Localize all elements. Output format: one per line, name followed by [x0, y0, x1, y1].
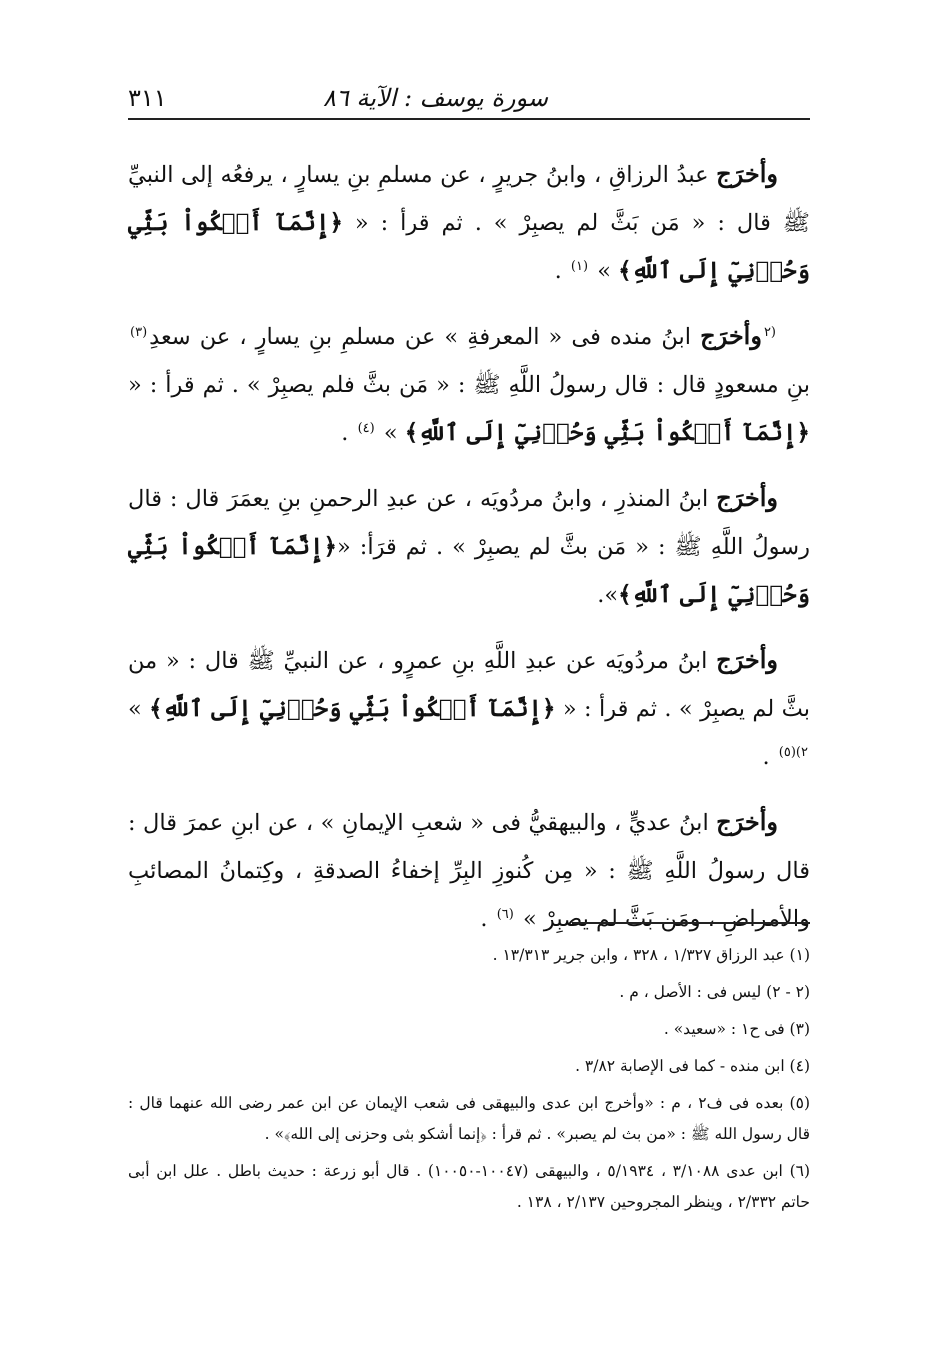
- paragraph-text: بنِ مسعودٍ قال : قال رسولُ اللَّهِ ﷺ : « مَن بثَّ فلم يصبِرْ » . ثم قرأ : «: [128, 372, 810, 398]
- paragraph-1: [128, 150, 810, 295]
- paragraph-text: ابنُ منده فى « المعرفةِ » عن مسلمِ بنِ يسارٍ ، عن سعدِ: [149, 324, 701, 350]
- footnotes: [128, 940, 810, 1224]
- footnote-marker: (٢: [763, 324, 776, 340]
- footnote: (٢ - ٢) ليس فى : الأصل ، م .: [619, 983, 810, 1001]
- footnote-marker: ٢)(٥): [778, 744, 808, 760]
- paragraph-3: [128, 474, 810, 619]
- footnote: (٥) بعده فى ف٢ ، م : «وأخرج ابن عدى والبيهقى فى شعب الإيمان عن ابن عمر رضى الله عنهما قال : قال رسول الله ﷺ : «من بث لم يصبر» . ثم قرأ : ﴿إنما أشكو بثى وحزنى إلى الله﴾» .: [128, 1094, 810, 1143]
- footnote: (٤) ابن منده - كما فى الإصابة ٣/٨٢ .: [575, 1057, 810, 1075]
- paragraph-lead: وأخرَج: [700, 321, 762, 350]
- footnote-marker: (٣): [130, 324, 148, 340]
- footnote-marker: (١): [570, 258, 589, 274]
- paragraph-end: ».: [597, 582, 619, 608]
- running-title: سورة يوسف : الآية ٨٦: [323, 84, 548, 112]
- footnote: (٦) ابن عدى ٣/١٠٨٨ ، ٥/١٩٣٤ ، والبيهقى (١٠٠٤٧-١٠٠٥٠) . قال أبو زرعة : حديث باطل . علل ابن أبى حاتم ٢/٣٣٢ ، وينظر المجروحين ٢/١٣٧ ، ١٣٨ .: [128, 1162, 811, 1211]
- paragraph-end: .: [480, 906, 495, 932]
- footnote: (٣) فى ح١ : «سعيد» .: [663, 1020, 810, 1038]
- page-number: ٣١١: [128, 84, 167, 112]
- paragraph-text: »: [590, 258, 619, 284]
- paragraph-text: ابنُ عديٍّ ، والبيهقيُّ فى « شعبِ الإيمانِ » ، عن ابنِ عمرَ قال : قال رسولُ اللَّهِ ﷺ : « مِن كُنوزِ البِرِّ إخفاءُ الصدقةِ ، وكِتمانُ المصائبِ والأمراضِ ، ومَن بَثَّ لم يصبِرْ »: [128, 810, 810, 932]
- paragraph-lead: وأخرَج: [716, 483, 778, 512]
- paragraph-lead: وأخرَج: [716, 159, 778, 188]
- paragraph-end: .: [341, 420, 356, 446]
- paragraph-lead: وأخرَج: [716, 807, 778, 836]
- paragraph-text: عبدُ الرزاقِ ، وابنُ جريرٍ ، عن مسلمِ بنِ يسارٍ ، يرفعُه إلى النبيِّ ﷺ قال : « مَن بَثَّ لم يصبِرْ » . ثم قرأ : «: [128, 162, 810, 236]
- quran-verse: ﴿إِنَّمَآ أَشۡكُواْ بَثِّي وَحُزۡنِيٓ إِلَى ٱللَّهِ﴾: [128, 533, 810, 608]
- paragraph-text: ابنُ المنذرِ ، وابنُ مردُويَه ، عن عبدِ الرحمنِ بنِ يعمَرَ قال : قال رسولُ اللَّهِ ﷺ : « مَن بثَّ لم يصبِرْ » . ثم قرَأ: «: [128, 486, 810, 560]
- paragraph-text: »: [376, 420, 405, 446]
- quran-verse: ﴿إِنَّمَآ أَشۡكُواْ بَثِّي وَحُزۡنِيٓ إِلَى ٱللَّهِ﴾: [149, 695, 556, 722]
- footnote-separator: [572, 922, 810, 924]
- paragraph-lead: وأخرَج: [716, 645, 778, 674]
- paragraph-2: [128, 312, 810, 457]
- footnote: (١) عبد الرزاق ١/٣٢٧ ، ٣٢٨ ، وابن جرير ١٣/٣١٣ .: [492, 946, 810, 964]
- paragraph-text: ابنُ مردُويَه عن عبدِ اللَّهِ بنِ عمرٍو ، عن النبيِّ ﷺ قال : « من بثَّ لم يصبِرْ » . ثم قرأ : «: [128, 648, 810, 722]
- paragraph-end: .: [762, 744, 777, 770]
- quran-verse: ﴿إِنَّمَآ أَشۡكُواْ بَثِّي وَحُزۡنِيٓ إِلَى ٱللَّهِ﴾: [128, 209, 810, 284]
- main-text: [128, 150, 810, 960]
- footnote-marker: (٤): [357, 420, 375, 436]
- footnote-marker: (٦): [496, 906, 514, 922]
- quran-verse: ﴿إِنَّمَآ أَشۡكُواْ بَثِّي وَحُزۡنِيٓ إِلَى ٱللَّهِ﴾: [404, 419, 810, 446]
- page-header: [128, 78, 810, 120]
- paragraph-4: [128, 636, 810, 781]
- paragraph-text: »: [128, 696, 150, 722]
- paragraph-end: .: [554, 258, 569, 284]
